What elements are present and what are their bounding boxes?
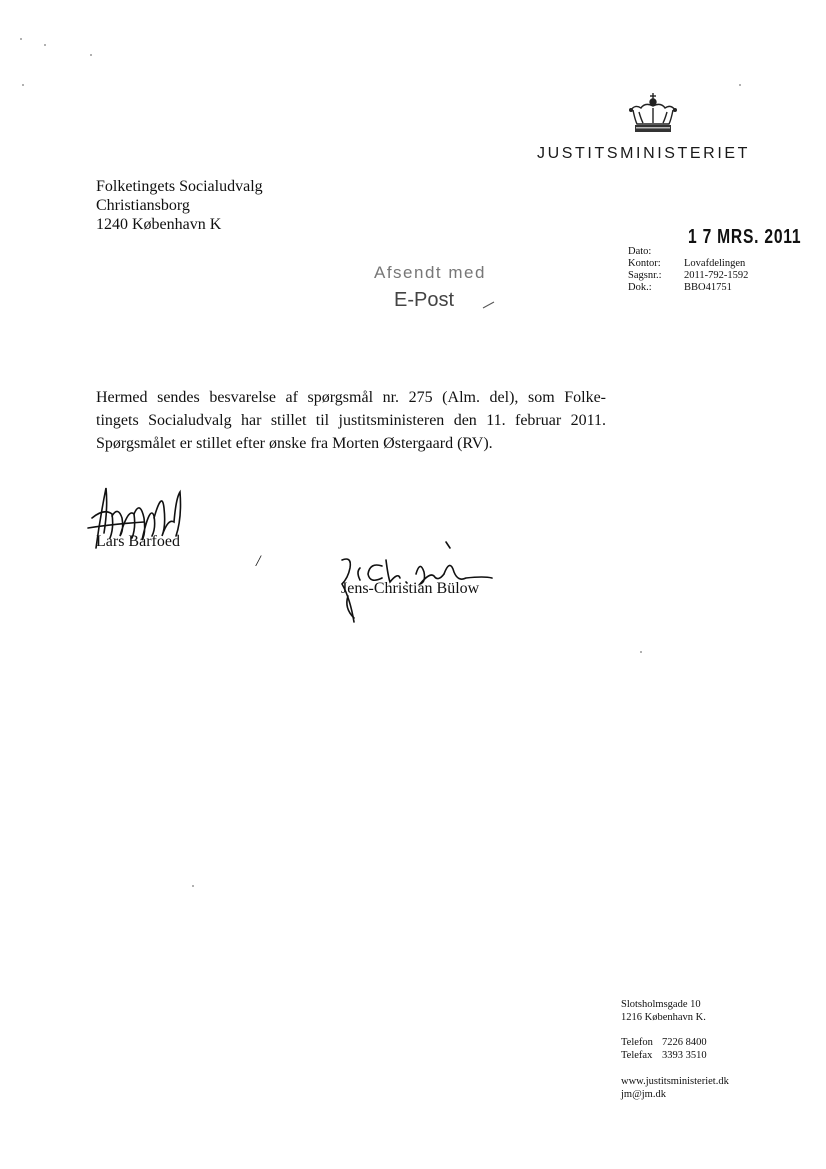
meta-doc-value: BBO41751 xyxy=(684,282,732,293)
footer-street: Slotsholmsgade 10 xyxy=(621,999,701,1010)
footer-fax-label: Telefax xyxy=(621,1050,653,1061)
signer-2-name: Jens-Christian Bülow xyxy=(341,580,480,597)
meta-case-label: Sagsnr.: xyxy=(628,270,662,281)
letter-body xyxy=(96,386,606,455)
footer-phone-value: 7226 8400 xyxy=(662,1037,707,1048)
recipient-line-3: 1240 København K xyxy=(96,216,222,233)
meta-date-label: Dato: xyxy=(628,246,652,257)
footer-city: 1216 København K. xyxy=(621,1012,706,1023)
footer-phone-label: Telefon xyxy=(621,1037,653,1048)
scan-speck xyxy=(44,44,46,46)
sent-stamp-line-2: E-Post xyxy=(394,289,455,311)
scan-speck xyxy=(20,38,22,40)
meta-office-value: Lovafdelingen xyxy=(684,258,746,269)
footer-website: www.justitsministeriet.dk xyxy=(621,1076,729,1087)
ministry-name: JUSTITSMINISTERIET xyxy=(537,145,751,162)
scan-speck xyxy=(739,84,741,86)
meta-doc-label: Dok.: xyxy=(628,282,652,293)
recipient-line-2: Christiansborg xyxy=(96,197,190,214)
crown-crest-icon xyxy=(625,92,681,138)
meta-office-label: Kontor: xyxy=(628,258,661,269)
body-line-3: Spørgsmålet er stillet efter ønske fra Morten Østergaard (RV). xyxy=(96,435,493,452)
date-stamp: 1 7 MRS. 2011 xyxy=(688,226,802,248)
body-line-2: tingets Socialudvalg har stillet til justitsministeren den 11. februar 2011. xyxy=(96,412,606,429)
sent-stamp-line-1: Afsendt med xyxy=(374,263,486,282)
recipient-line-1: Folketingets Socialudvalg xyxy=(96,178,263,195)
signer-1-name: Lars Barfoed xyxy=(96,533,180,550)
scan-speck xyxy=(22,84,24,86)
recipient-address xyxy=(96,177,263,234)
scan-speck xyxy=(90,54,92,56)
scan-speck xyxy=(192,885,194,887)
footer-fax-value: 3393 3510 xyxy=(662,1050,707,1061)
scan-speck xyxy=(640,651,642,653)
body-line-1: Hermed sendes besvarelse af spørgsmål nr. 275 (Alm. del), som Folke- xyxy=(96,389,606,406)
stamp-mark-icon xyxy=(482,300,496,310)
meta-case-value: 2011-792-1592 xyxy=(684,270,749,281)
footer-email: jm@jm.dk xyxy=(621,1089,666,1100)
signature-separator: / xyxy=(256,553,261,570)
